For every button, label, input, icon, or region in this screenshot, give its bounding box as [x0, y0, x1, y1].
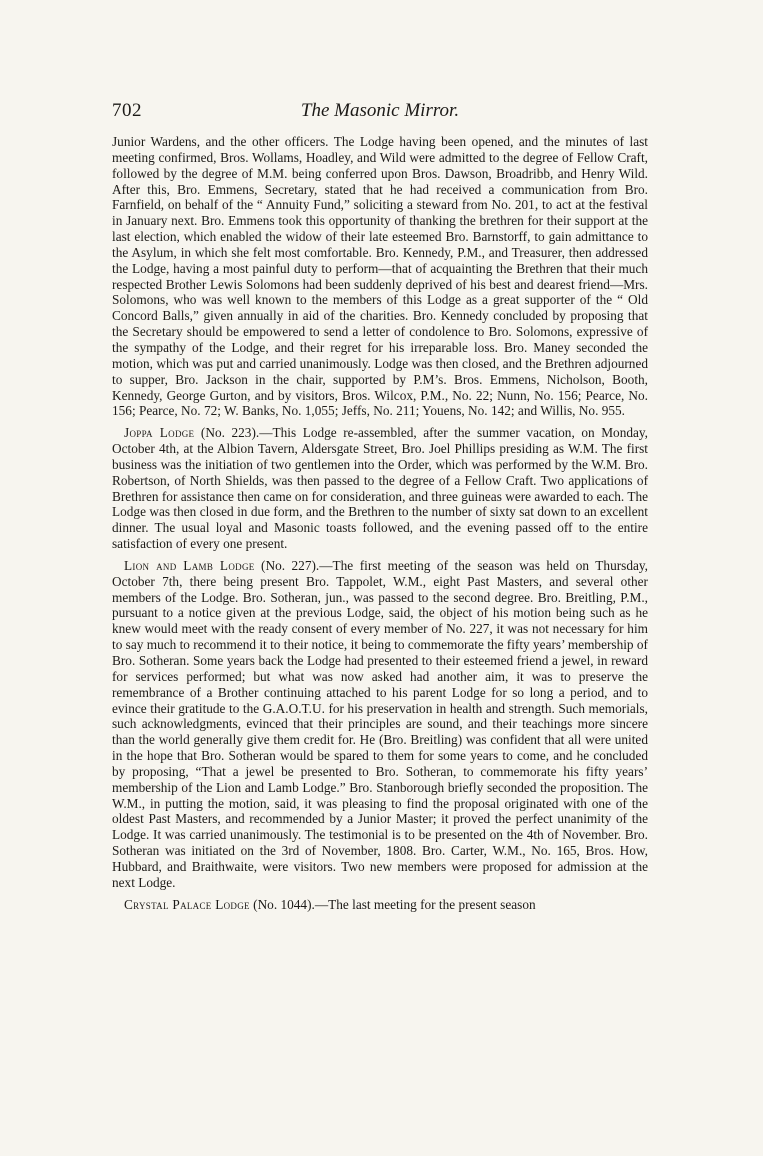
page-number: 702 [112, 100, 142, 121]
paragraph-crystal-palace-lodge [112, 897, 648, 913]
article-body [112, 134, 648, 919]
running-title: The Masonic Mirror. [300, 100, 460, 121]
lodge-name: Lion and Lamb Lodge [124, 557, 255, 573]
paragraph-continuation [112, 134, 648, 419]
paragraph-lion-and-lamb-lodge [112, 558, 648, 891]
page-header [112, 100, 648, 126]
lodge-name: Crystal Palace Lodge [124, 896, 250, 912]
paragraph-joppa-lodge [112, 425, 648, 552]
paragraph-text: (No. 1044).—The last meeting for the present season [249, 896, 536, 912]
paragraph-text: (No. 227).—The first meeting of the season was held on Thursday, October 7th, there being present Bro. Tappolet, W.M., eight Past Masters, and several other members of the Lodge. Bro. Sotheran, jun., was passed to the second degree. Bro. Breitling, P.M., pursuant to a notice given at the previous Lodge, said, the object of his motion being such as he knew would meet with the ready consent of every member of No. 227, it was not necessary for him to say much to recommend it to their notice, it being to commemorate the fifty years’ membership of Bro. Sotheran. Some years back the Lodge had presented to their esteemed friend a jewel, in reward for services performed; but what was now asked had another aim, it was to preserve the remembrance of a Brother continuing attached to his parent Lodge for so long a period, and to evince their gratitude to the G.A.O.T.U. for his preservation in health and strength. Such memorials, such acknowledgments, evinced that their principles are sound, and their teachings more sincere than the world generally give them credit for. He (Bro. Breitling) was confident that all were united in the hope that Bro. Sotheran would be spared to them for some years to come, and he concluded by proposing, “That a jewel be presented to Bro. Sotheran, to commemorate his fifty years’ membership of the Lion and Lamb Lodge.” Bro. Stanborough briefly seconded the proposition. The W.M., in putting the motion, said, it was pleasing to find the proposal originated with one of the oldest Past Masters, and recommended by a Junior Master; it proved the perfect unanimity of the Lodge. It was carried unanimously. The testimonial is to be presented on the 4th of November. Bro. Sotheran was initiated on the 3rd of November, 1808. Bro. Carter, W.M., No. 165, Bros. How, Hubbard, and Braithwaite, were visitors. Two new members were proposed for admission at the next Lodge. [112, 557, 648, 890]
paragraph-text: Junior Wardens, and the other officers. The Lodge having been opened, and the minutes of last meeting confirmed, Bros. Wollams, Hoadley, and Wild were admitted to the degree of Fellow Craft, followed by the degree of M.M. being conferred upon Bros. Dawson, Broadribb, and Henry Wild. After this, Bro. Emmens, Secretary, stated that he had received a communication from Bro. Farnfield, on behalf of the “ Annuity Fund,” soliciting a steward from No. 201, to act at the festival in January next. Bro. Emmens took this opportunity of thanking the brethren for their support at the last election, which enabled the widow of their late esteemed Bro. Barnstorff, to gain admittance to the Asylum, in which she felt most comfortable. Bro. Kennedy, P.M., and Treasurer, then addressed the Lodge, having a most painful duty to perform—that of acquainting the Brethren that their much respected Brother Lewis Solomons had been suddenly deprived of his best and dearest friend—Mrs. Solomons, who was well known to the members of this Lodge as a great supporter of the “ Old Concord Balls,” given annually in aid of the charities. Bro. Kennedy concluded by proposing that the Secretary should be empowered to send a letter of condolence to Bro. Solomons, expressive of the sympathy of the Lodge, and their regret for his irreparable loss. Bro. Maney seconded the motion, which was put and carried unanimously. Lodge was then closed, and the Brethren adjourned to supper, Bro. Jackson in the chair, supported by P.M’s. Bros. Emmens, Nicholson, Booth, Kennedy, George Gurton, and by visitors, Bros. Wilcox, P.M., No. 22; Nunn, No. 156; Pearce, No. 156; Pearce, No. 72; W. Banks, No. 1,055; Jeffs, No. 211; Youens, No. 142; and Willis, No. 955. [112, 134, 648, 419]
paragraph-text: (No. 223).—This Lodge re-assembled, after the summer vacation, on Monday, October 4th, at the Albion Tavern, Aldersgate Street, Bro. Joel Phillips presiding as W.M. The first business was the initiation of two gentlemen into the Order, which was performed by the W.M. Bro. Robertson, of North Shields, was then passed to the degree of a Fellow Craft. Two applications of Brethren for assistance then came on for consideration, and three guineas were awarded to each. The Lodge was then closed in due form, and the Brethren to the number of sixty sat down to an excellent dinner. The usual loyal and Masonic toasts followed, and the evening passed off to the entire satisfaction of every one present. [112, 425, 648, 552]
lodge-name: Joppa Lodge [124, 425, 195, 441]
